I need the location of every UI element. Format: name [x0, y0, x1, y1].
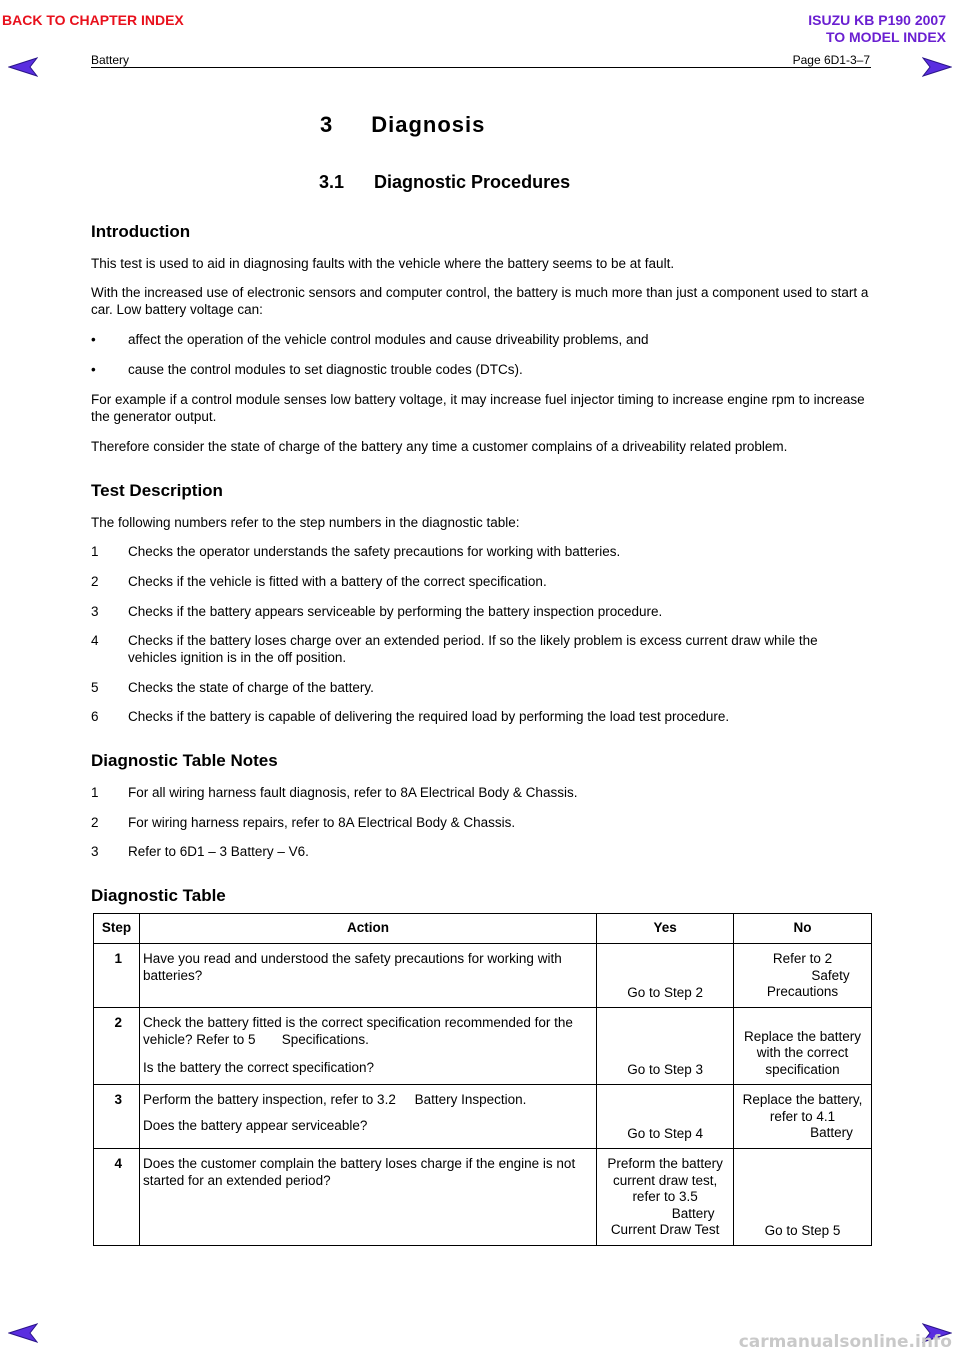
no-text-line: Refer to 2: [772, 951, 833, 966]
no-text-line: Battery: [810, 1125, 853, 1140]
intro-paragraph-1: This test is used to aid in diagnosing faults with the vehicle where the battery seems to be at fault.: [91, 256, 675, 271]
no-text-line: Safety: [811, 967, 850, 983]
diagnostic-table-heading: Diagnostic Table: [91, 886, 226, 905]
heading-2-number: 3.1: [319, 172, 345, 192]
step-number: 4: [94, 1149, 140, 1246]
list-item: Checks the operator understands the safety precautions for working with batteries.: [128, 544, 621, 559]
action-text: Check the battery fitted is the correct specification recommended for the vehicle? Refer to 5 Specifications.: [142, 1015, 577, 1047]
no-text-line: Replace the battery,: [742, 1092, 863, 1107]
list-item-number: 3: [91, 844, 99, 859]
yes-cell: [597, 1149, 734, 1246]
column-header-no: No: [734, 914, 872, 944]
list-item-number: 3: [91, 604, 99, 619]
model-title: ISUZU KB P190 2007: [808, 12, 946, 28]
no-text: Go to Step 5: [764, 1222, 841, 1238]
no-text-line: with the correct: [756, 1045, 849, 1060]
intro-bullet-2: cause the control modules to set diagnostic trouble codes (DTCs).: [128, 362, 523, 377]
step-number: 1: [94, 944, 140, 1008]
model-index-link[interactable]: [808, 12, 946, 46]
heading-1-number: 3: [320, 112, 334, 137]
header-rule: [91, 67, 871, 68]
diagnostic-table: [93, 913, 872, 1246]
yes-text: Go to Step 2: [627, 984, 703, 1000]
section-header: Battery: [91, 53, 130, 67]
yes-text-line: Preform the battery: [607, 1156, 723, 1171]
list-item: Refer to 6D1 – 3 Battery – V6.: [128, 844, 309, 859]
yes-text-line: Current Draw Test: [610, 1222, 720, 1237]
heading-2: [319, 172, 570, 193]
yes-text-line: refer to 3.5: [632, 1189, 698, 1204]
table-notes-heading: Diagnostic Table Notes: [91, 751, 278, 770]
yes-text: Go to Step 4: [627, 1125, 703, 1141]
column-header-action: Action: [139, 914, 596, 944]
action-cell: [139, 1149, 596, 1246]
heading-2-title: Diagnostic Procedures: [374, 172, 571, 192]
bullet-icon: •: [91, 362, 96, 377]
list-item: Checks if the vehicle is fitted with a battery of the correct specification.: [128, 574, 547, 589]
action-cell: [139, 1085, 596, 1149]
no-text-line: Precautions: [766, 984, 839, 999]
yes-cell: [597, 1008, 734, 1085]
test-description-intro: The following numbers refer to the step numbers in the diagnostic table:: [91, 515, 520, 530]
list-item-number: 6: [91, 709, 99, 724]
action-text: Does the customer complain the battery loses charge if the engine is not started for an extended period?: [142, 1156, 576, 1188]
list-item: Checks if the battery is capable of delivering the required load by performing the load test procedure.: [128, 709, 730, 724]
no-text-line: Replace the battery: [743, 1028, 862, 1044]
previous-page-bottom-arrow-icon[interactable]: [8, 1323, 38, 1343]
column-header-yes: Yes: [597, 914, 734, 944]
intro-paragraph-2: With the increased use of electronic sensors and computer control, the battery is much more than just a component used to start a car. Low battery voltage can:: [91, 285, 869, 317]
action-question: Does the battery appear serviceable?: [142, 1117, 368, 1133]
list-item: Checks the state of charge of the battery.: [128, 680, 374, 695]
list-item-number: 5: [91, 680, 99, 695]
back-to-chapter-index-link[interactable]: BACK TO CHAPTER INDEX: [2, 12, 184, 28]
introduction-heading: Introduction: [91, 222, 191, 241]
no-cell: [734, 1085, 872, 1149]
no-cell: [734, 1149, 872, 1246]
page-number: Page 6D1-3–7: [792, 53, 870, 67]
yes-text: Go to Step 3: [627, 1061, 703, 1077]
model-index-label: TO MODEL INDEX: [825, 29, 946, 45]
watermark: carmanualsonline.info: [738, 1332, 952, 1352]
list-item-number: 2: [91, 815, 99, 830]
action-question: Is the battery the correct specification?: [142, 1060, 375, 1075]
step-number: 3: [94, 1085, 140, 1149]
action-text: Perform the battery inspection, refer to 3.2 Battery Inspection.: [142, 1092, 527, 1107]
bullet-icon: •: [91, 332, 96, 347]
heading-1: [320, 112, 485, 138]
list-item: For all wiring harness fault diagnosis, refer to 8A Electrical Body & Chassis.: [128, 785, 578, 800]
list-item-number: 2: [91, 574, 99, 589]
next-page-arrow-icon[interactable]: [922, 57, 952, 77]
table-row: [94, 1008, 872, 1085]
action-cell: [139, 1008, 596, 1085]
list-item: Checks if the battery loses charge over an extended period. If so the likely problem is excess current draw while the vehicles ignition is in the off position.: [128, 633, 818, 665]
list-item-number: 1: [91, 544, 99, 559]
yes-cell: [597, 1085, 734, 1149]
test-description-heading: Test Description: [91, 481, 223, 500]
yes-cell: [597, 944, 734, 1008]
list-item-number: 1: [91, 785, 99, 800]
intro-paragraph-4: Therefore consider the state of charge of the battery any time a customer complains of a driveability related problem.: [91, 439, 788, 454]
no-cell: [734, 1008, 872, 1085]
table-row: [94, 1149, 872, 1246]
action-cell: [139, 944, 596, 1008]
table-row: [94, 944, 872, 1008]
intro-paragraph-3: For example if a control module senses low battery voltage, it may increase fuel injector timing to increase engine rpm to increase the generator output.: [91, 392, 865, 424]
list-item: For wiring harness repairs, refer to 8A Electrical Body & Chassis.: [128, 815, 516, 830]
table-header-row: [94, 914, 872, 944]
list-item-number: 4: [91, 633, 99, 648]
action-text: Have you read and understood the safety precautions for working with batteries?: [142, 951, 562, 983]
step-number: 2: [94, 1008, 140, 1085]
table-row: [94, 1085, 872, 1149]
intro-bullet-1: affect the operation of the vehicle control modules and cause driveability problems, and: [128, 332, 649, 347]
heading-1-title: Diagnosis: [371, 112, 486, 137]
yes-text-line: current draw test,: [612, 1172, 718, 1188]
previous-page-arrow-icon[interactable]: [8, 57, 38, 77]
no-text-line: specification: [765, 1061, 840, 1077]
no-text-line: refer to 4.1: [769, 1108, 836, 1124]
list-item: Checks if the battery appears serviceable by performing the battery inspection procedure.: [128, 604, 663, 619]
yes-text-line: Battery: [671, 1205, 715, 1221]
column-header-step: Step: [94, 914, 140, 944]
no-cell: [734, 944, 872, 1008]
